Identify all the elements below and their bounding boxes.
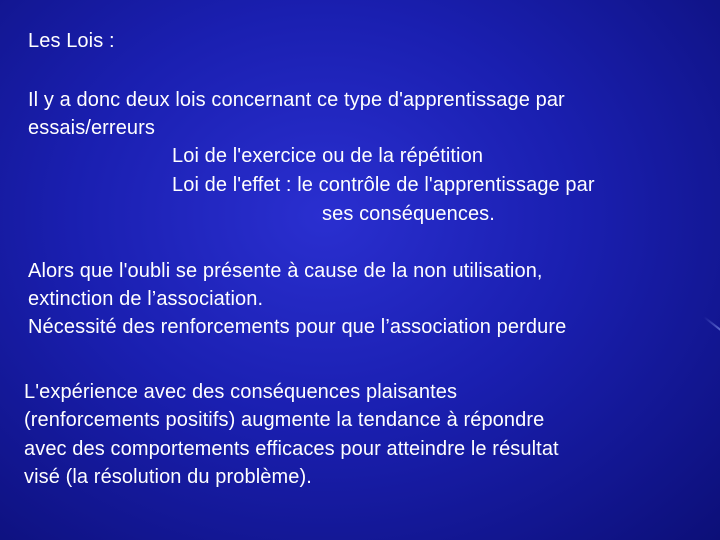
- oubli-line-1: Alors que l'oubli se présente à cause de la non utilisation,: [28, 260, 543, 282]
- intro-line-2: essais/erreurs: [28, 117, 155, 139]
- experience-line-4: visé (la résolution du problème).: [24, 466, 312, 488]
- slide-title: Les Lois :: [28, 30, 115, 52]
- law-exercice: Loi de l'exercice ou de la répétition: [172, 145, 484, 167]
- decorative-line: [703, 316, 720, 336]
- oubli-line-2: extinction de l’association.: [28, 288, 264, 310]
- law-effet-line-1: Loi de l'effet : le contrôle de l'apprentissage par: [172, 174, 595, 196]
- experience-line-2: (renforcements positifs) augmente la tendance à répondre: [24, 409, 545, 431]
- law-effet-line-2: ses conséquences.: [322, 203, 495, 225]
- renforcements-line: Nécessité des renforcements pour que l’association perdure: [28, 316, 567, 338]
- experience-line-3: avec des comportements efficaces pour atteindre le résultat: [24, 438, 559, 460]
- intro-line-1: Il y a donc deux lois concernant ce type d'apprentissage par: [28, 89, 565, 111]
- experience-line-1: L'expérience avec des conséquences plaisantes: [24, 381, 458, 403]
